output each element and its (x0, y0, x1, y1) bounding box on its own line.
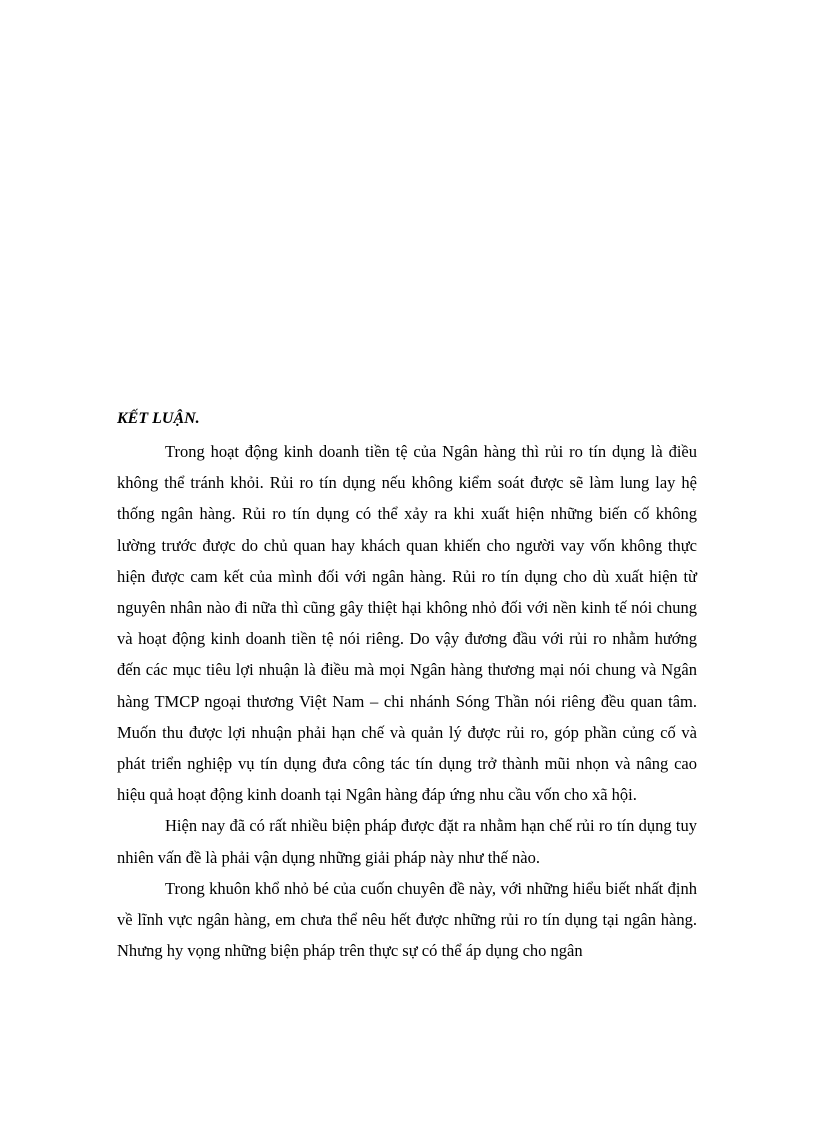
document-body (117, 405, 697, 966)
paragraph-2: Hiện nay đã có rất nhiều biện pháp được đặt ra nhằm hạn chế rủi ro tín dụng tuy nhiên vấn đề là phải vận dụng những giải pháp này như thế nào. (117, 816, 697, 867)
paragraph-3: Trong khuôn khổ nhỏ bé của cuốn chuyên đề này, với những hiểu biết nhất định về lĩnh vực ngân hàng, em chưa thể nêu hết được những rủi ro tín dụng tại ngân hàng. Nhưng hy vọng những biện pháp trên thực sự có thể áp dụng cho ngân (117, 878, 697, 961)
paragraph-1: Trong hoạt động kinh doanh tiền tệ của Ngân hàng thì rủi ro tín dụng là điều không thể tránh khỏi. Rủi ro tín dụng nếu không kiểm soát được sẽ làm lung lay hệ thống ngân hàng. Rủi ro tín dụng có thể xảy ra khi xuất hiện những biến cố không lường trước được do chủ quan hay khách quan khiến cho người vay vốn không thực hiện được cam kết của mình đối với ngân hàng. Rủi ro tín dụng cho dù xuất hiện từ nguyên nhân nào đi nữa thì cũng gây thiệt hại không nhỏ đối với nền kinh tế nói chung và hoạt động kinh doanh tiền tệ nói riêng. Do vậy đương đầu với rủi ro nhằm hướng đến các mục tiêu lợi nhuận là điều mà mọi Ngân hàng thương mại nói chung và Ngân hàng TMCP ngoại thương Việt Nam – chi nhánh Sóng Thần nói riêng đều quan tâm. Muốn thu được lợi nhuận phải hạn chế và quản lý được rủi ro, góp phần củng cố và phát triển nghiệp vụ tín dụng đưa công tác tín dụng trở thành mũi nhọn và nâng cao hiệu quả hoạt động kinh doanh tại Ngân hàng đáp ứng nhu cầu vốn cho xã hội. (117, 442, 697, 805)
section-heading: KẾT LUẬN. (117, 410, 200, 427)
